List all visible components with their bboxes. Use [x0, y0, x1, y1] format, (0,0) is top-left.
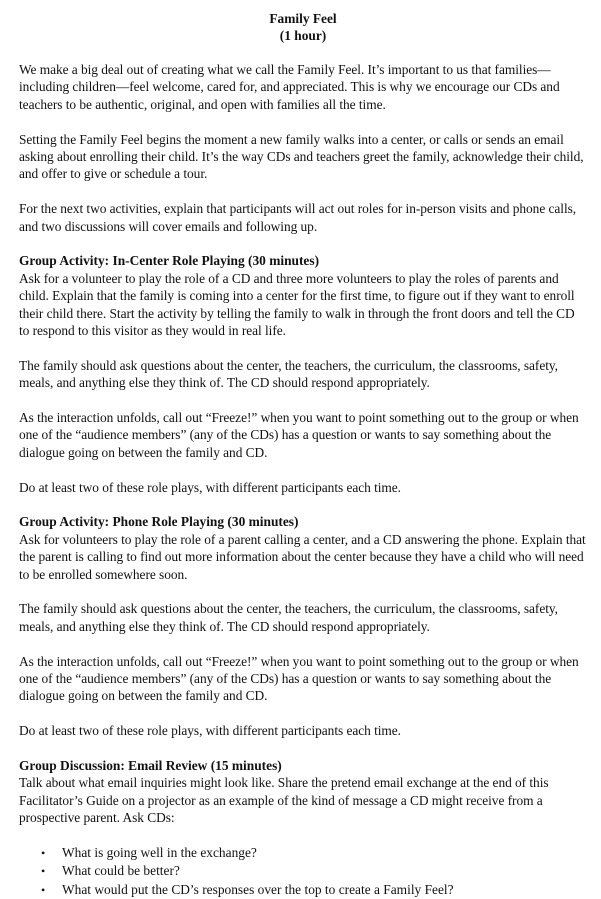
section-paragraph: Talk about what email inquiries might look like. Share the pretend email exchange at the end of this Facilitator’s Guide on a projector as an example of the kind of message a CD might receive from a prospective parent. Ask CDs:: [19, 775, 549, 826]
section-heading: Group Activity: Phone Role Playing (30 minutes): [19, 514, 299, 530]
section-in-center-role-playing: [19, 252, 587, 496]
bullet-icon: •: [41, 882, 46, 897]
section-paragraph: The family should ask questions about the center, the teachers, the curriculum, the classrooms, safety, meals, and anything else they think of. The CD should respond appropriately.: [19, 601, 558, 634]
section-heading: Group Activity: In-Center Role Playing (30 minutes): [19, 253, 320, 269]
intro-paragraph: For the next two activities, explain that participants will act out roles for in-person visits and phone calls, and two discussions will cover emails and following up.: [19, 201, 577, 234]
list-item-text: What could be better?: [62, 863, 180, 879]
intro-paragraph: Setting the Family Feel begins the moment a new family walks into a center, or calls or sends an email asking about enrolling their child. It’s the way CDs and teachers greet the family, acknowledge their child, and offer to give or schedule a tour.: [19, 131, 584, 182]
list-item-text: What is going well in the exchange?: [62, 845, 257, 861]
list-item-text: What would put the CD’s responses over the top to create a Family Feel?: [62, 881, 454, 897]
list-item: [19, 862, 587, 880]
list-item: [19, 881, 587, 899]
section-paragraph: Do at least two of these role plays, with different participants each time.: [19, 479, 401, 495]
document-duration: (1 hour): [279, 28, 327, 43]
section-paragraph: Ask for volunteers to play the role of a parent calling a center, and a CD answering the phone. Explain that the parent is calling to find out more information about the center because they have a child who will need to be enrolled somewhere soon.: [19, 531, 586, 582]
list-item: [19, 844, 587, 862]
bullet-icon: •: [41, 864, 46, 879]
question-list: [19, 844, 587, 899]
section-paragraph: As the interaction unfolds, call out “Freeze!” when you want to point something out to the group or when one of the “audience members” (any of the CDs) has a question or wants to say something about the dialogue going on between the family and CD.: [19, 653, 579, 704]
section-phone-role-playing: [19, 513, 587, 739]
section-paragraph: The family should ask questions about the center, the teachers, the curriculum, the classrooms, safety, meals, and anything else they think of. The CD should respond appropriately.: [19, 357, 558, 391]
section-paragraph: Do at least two of these role plays, with different participants each time.: [19, 723, 401, 739]
section-heading: Group Discussion: Email Review (15 minutes): [19, 758, 282, 774]
intro-paragraph: We make a big deal out of creating what we call the Family Feel. It’s important to us that families—including children—feel welcome, cared for, and appreciated. This is why we encourage our CDs and teachers to be authentic, original, and open with families all the time.: [19, 62, 560, 112]
section-paragraph: As the interaction unfolds, call out “Freeze!” when you want to point something out to the group or when one of the “audience members” (any of the CDs) has a question or wants to say something about the dialogue going on between the family and CD.: [19, 410, 579, 460]
bullet-icon: •: [41, 846, 46, 861]
section-paragraph: Ask for a volunteer to play the role of a CD and three more volunteers to play the roles of parents and child. Explain that the family is coming into a center for the first time, to figure out if they want to enroll their child there. Start the activity by telling the family to walk in through the front doors and tell the CD to respond to this visitor as they would in real life.: [19, 270, 575, 339]
section-email-review: [19, 757, 587, 899]
title-block: [19, 10, 587, 44]
document-title: Family Feel: [269, 11, 337, 26]
